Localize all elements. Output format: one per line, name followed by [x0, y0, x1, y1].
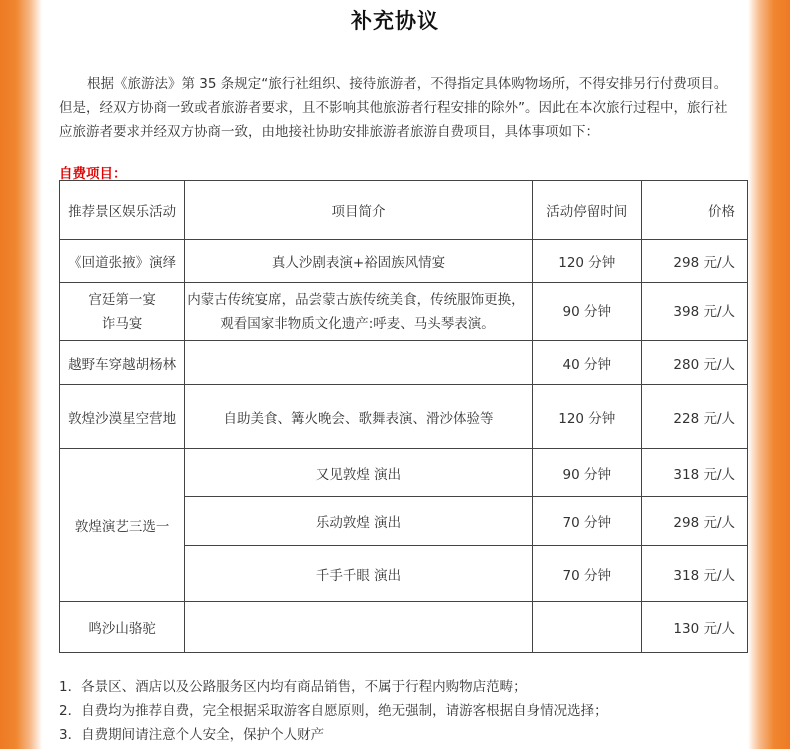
- table-header-row: [60, 181, 748, 240]
- table-row: [60, 283, 748, 341]
- table-row: [60, 341, 748, 385]
- cell-description: 千手千眼 演出: [185, 546, 533, 602]
- cell-duration: 70 分钟: [532, 497, 641, 546]
- cell-price: 228 元/人: [641, 385, 747, 449]
- cell-duration: 40 分钟: [532, 341, 641, 385]
- cell-activity: [60, 283, 185, 341]
- left-orange-frame: [0, 0, 42, 749]
- table-row: [60, 602, 748, 653]
- cell-description: 自助美食、篝火晚会、歌舞表演、滑沙体验等: [185, 385, 533, 449]
- cell-description: 乐动敦煌 演出: [185, 497, 533, 546]
- cell-duration: 90 分钟: [532, 283, 641, 341]
- header-price: 价格: [641, 181, 747, 240]
- cell-activity: 敦煌沙漠星空营地: [60, 385, 185, 449]
- section-label-optional-items: 自费项目：: [59, 166, 127, 182]
- cell-duration: 70 分钟: [532, 546, 641, 602]
- header-description: 项目简介: [185, 181, 533, 240]
- table-row: [60, 240, 748, 283]
- cell-price: 398 元/人: [641, 283, 747, 341]
- cell-duration: [532, 602, 641, 653]
- note-item: 2．自费均为推荐自费，完全根据采取游客自愿原则，绝无强制，请游客根据自身情况选择；: [59, 703, 608, 719]
- cell-price: 130 元/人: [641, 602, 747, 653]
- cell-activity-line: 诈马宴: [101, 315, 143, 332]
- cell-activity: 鸣沙山骆驼: [60, 602, 185, 653]
- cell-activity: 敦煌演艺三选一: [60, 449, 185, 602]
- note-item: 1．各景区、酒店以及公路服务区内均有商品销售，不属于行程内购物店范畴；: [59, 679, 527, 695]
- cell-description: [185, 283, 533, 341]
- table-row: [60, 385, 748, 449]
- cell-price: 298 元/人: [641, 240, 747, 283]
- cell-duration: 90 分钟: [532, 449, 641, 497]
- cell-description: 真人沙剧表演+裕固族风情宴: [185, 240, 533, 283]
- right-orange-frame: [748, 0, 790, 749]
- cell-duration: 120 分钟: [532, 240, 641, 283]
- cell-price: 280 元/人: [641, 341, 747, 385]
- page-title: 补充协议: [351, 9, 439, 33]
- cell-duration: 120 分钟: [532, 385, 641, 449]
- cell-activity-line: 宫廷第一宴: [88, 291, 156, 308]
- table-row: [60, 449, 748, 497]
- cell-activity: 越野车穿越胡杨林: [60, 341, 185, 385]
- header-duration: 活动停留时间: [532, 181, 641, 240]
- cell-description: [185, 602, 533, 653]
- optional-items-table: [59, 180, 748, 653]
- cell-description: [185, 341, 533, 385]
- cell-price: 318 元/人: [641, 546, 747, 602]
- cell-description: 又见敦煌 演出: [185, 449, 533, 497]
- intro-paragraph: 根据《旅游法》第 35 条规定“旅行社组织、接待旅游者，不得指定具体购物场所，不得安排另行付费项目。但是，经双方协商一致或者旅游者要求，且不影响其他旅游者行程安排的除外”。因此在本次旅行过程中，旅行社应旅游者要求并经双方协商一致，由地接社协助安排旅游者旅游自费项目，具体事项如下：: [59, 76, 728, 140]
- notes-list: [59, 675, 608, 747]
- cell-description-line: 观看国家非物质文化遗产:呼麦、马头琴表演。: [220, 315, 495, 332]
- cell-activity: 《回道张掖》演绎: [60, 240, 185, 283]
- cell-price: 298 元/人: [641, 497, 747, 546]
- document-page: [42, 0, 748, 749]
- header-activity: 推荐景区娱乐活动: [60, 181, 185, 240]
- note-item: 3．自费期间请注意个人安全，保护个人财产: [59, 727, 325, 743]
- cell-price: 318 元/人: [641, 449, 747, 497]
- cell-description-line: 内蒙古传统宴席，品尝蒙古族传统美食，传统服饰更换，: [187, 291, 525, 308]
